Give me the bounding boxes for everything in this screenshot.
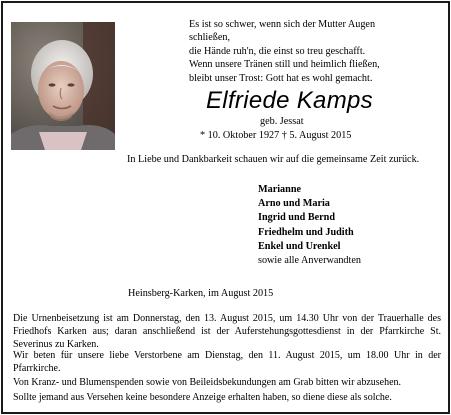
mourner-name: sowie alle Anverwandten [258, 254, 361, 266]
poem-line: Wenn unsere Tränen still und heimlich fließen, [189, 59, 380, 71]
deceased-name: Elfriede Kamps [206, 87, 373, 114]
portrait-photo [11, 22, 115, 150]
announcement-notice: Sollte jemand aus Versehen keine besondere Anzeige erhalten haben, so diene diese als solche. [13, 392, 392, 403]
mourner-name: Marianne [258, 184, 302, 195]
gratitude-text: In Liebe und Dankbarkeit schauen wir auf die gemeinsame Zeit zurück. [127, 154, 420, 165]
mourner-name: Enkel und Urenkel [258, 240, 341, 252]
flowers-notice: Von Kranz- und Blumenspenden sowie von Beileidsbekundungen am Grab bitten wir abzusehen. [13, 377, 402, 388]
maiden-name: geb. Jessat [260, 116, 304, 127]
life-dates: * 10. Oktober 1927 † 5. August 2015 [200, 130, 352, 141]
poem-line: Es ist so schwer, wenn sich der Mutter Augen [189, 19, 376, 30]
obituary-frame [1, 1, 450, 414]
mourner-name: Ingrid und Bernd [258, 212, 336, 224]
mourners-list [258, 183, 361, 268]
poem [189, 18, 380, 85]
poem-line: schließen, [189, 32, 231, 44]
mass-notice: Wir beten für unsere liebe Verstorbene am Dienstag, den 11. August 2015, um 18.00 Uhr in der Pfarrkirche. [13, 350, 441, 374]
mourner-name: Arno und Maria [258, 198, 330, 210]
poem-line: die Hände ruh'n, die einst so treu geschafft. [189, 45, 366, 57]
poem-line: bleibt unser Trost: Gott hat es wohl gemacht. [189, 72, 373, 84]
mourner-name: Friedhelm und Judith [258, 226, 354, 238]
funeral-notice: Die Urnenbeisetzung ist am Donnerstag, den 13. August 2015, um 14.30 Uhr von der Trauerhalle des Friedhofs Karken aus; daran anschließend ist der Auferstehungsgottesdienst in der Pfarrkirche St. Severinus zu Karken. [13, 313, 441, 350]
portrait-image [11, 22, 115, 150]
place-date: Heinsberg-Karken, im August 2015 [128, 288, 274, 299]
